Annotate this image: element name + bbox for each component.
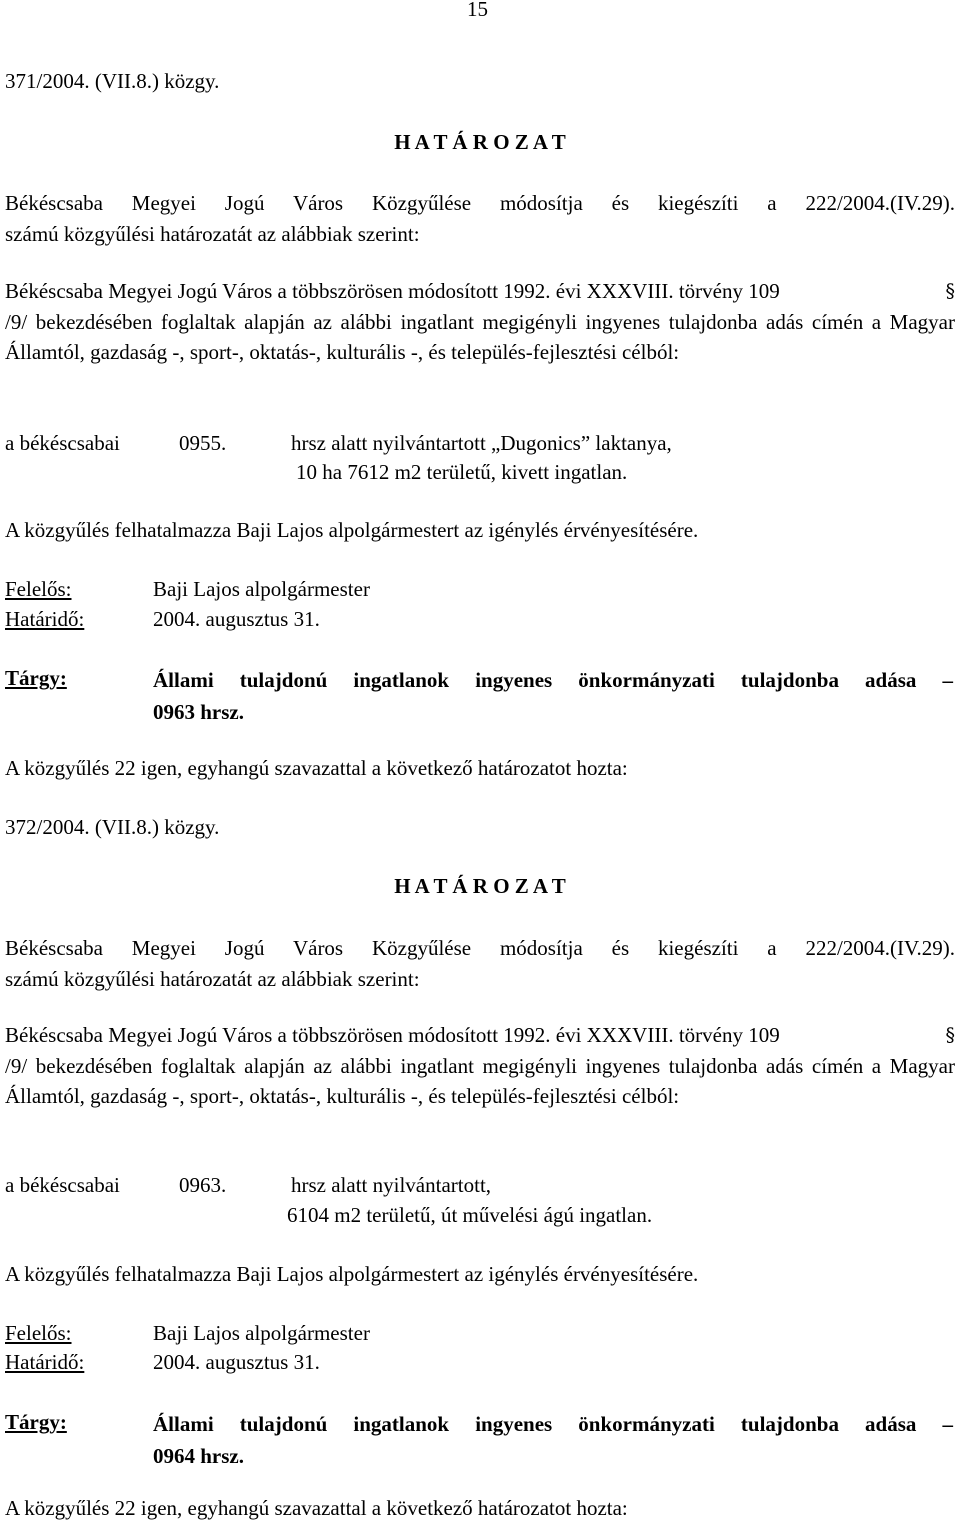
property-description: 6104 m2 területű, út művelési ágú ingatlan. <box>287 1203 653 1227</box>
intro-line: számú közgyűlési határozatát az alábbiak szerint: <box>5 966 420 991</box>
resolution-number: 371/2004. (VII.8.) közgy. <box>5 69 220 93</box>
resolution-heading: H A T Á R O Z A T <box>394 874 566 898</box>
property-hrsz: 0963. <box>179 1173 227 1197</box>
deadline-label: Határidő: <box>5 607 85 631</box>
section-sign: § <box>945 280 955 302</box>
subject-line: Állami tulajdonú ingatlanok ingyenes önkormányzati tulajdonba adása – <box>153 668 953 692</box>
body-text: /9/ bekezdésében foglaltak alapján az alábbi ingatlant megigényli ingyenes tulajdonba adás címén a Magyar Államtól, gazdaság -, sport-, oktatás-, kulturális -, és település-fejlesztési célból: <box>5 1053 955 1108</box>
intro-line: Békéscsaba Megyei Jogú Város Közgyűlése módosítja és kiegészíti a 222/2004.(IV.29). <box>5 936 955 960</box>
property-description: hrsz alatt nyilvántartott, <box>291 1173 492 1197</box>
intro-paragraph <box>5 933 955 994</box>
responsible-value: Baji Lajos alpolgármester <box>153 577 370 601</box>
subject-label: Tárgy: <box>5 666 67 690</box>
body-text: /9/ bekezdésében foglaltak alapján az alábbi ingatlant megigényli ingyenes tulajdonba adás címén a Magyar Államtól, gazdaság -, sport-, oktatás-, kulturális -, és település-fejlesztési célból: <box>5 309 955 364</box>
body-line-text: Békéscsaba Megyei Jogú Város a többszörösen módosított 1992. évi XXXVIII. törvény 109 <box>5 279 780 303</box>
property-description: 10 ha 7612 m2 területű, kivett ingatlan. <box>296 460 628 484</box>
deadline-value: 2004. augusztus 31. <box>153 607 320 631</box>
deadline-label-wrap <box>5 1350 84 1375</box>
vote-text: A közgyűlés 22 igen, egyhangú szavazattal a következő határozatot hozta: <box>5 756 628 780</box>
subject-line: 0964 hrsz. <box>153 1444 244 1468</box>
subject-label: Tárgy: <box>5 1410 67 1434</box>
responsible-label: Felelős: <box>5 1321 72 1345</box>
body-line-text: Békéscsaba Megyei Jogú Város a többszörösen módosított 1992. évi XXXVIII. törvény 109 <box>5 1023 780 1047</box>
authorization-text: A közgyűlés felhatalmazza Baji Lajos alpolgármestert az igénylés érvényesítésére. <box>5 1262 699 1286</box>
property-city: a békéscsabai <box>5 1173 120 1197</box>
subject-line: 0963 hrsz. <box>153 700 244 724</box>
authorization-text: A közgyűlés felhatalmazza Baji Lajos alpolgármestert az igénylés érvényesítésére. <box>5 518 699 542</box>
body-paragraph <box>5 276 955 368</box>
intro-paragraph <box>5 188 955 249</box>
deadline-label: Határidő: <box>5 1350 85 1374</box>
responsible-value: Baji Lajos alpolgármester <box>153 1321 370 1345</box>
subject-text <box>153 1408 953 1472</box>
intro-line: számú közgyűlési határozatát az alábbiak szerint: <box>5 221 420 246</box>
subject-text <box>153 664 953 728</box>
vote-text: A közgyűlés 22 igen, egyhangú szavazattal a következő határozatot hozta: <box>5 1496 628 1520</box>
property-city: a békéscsabai <box>5 431 120 455</box>
subject-line: Állami tulajdonú ingatlanok ingyenes önkormányzati tulajdonba adása – <box>153 1412 953 1436</box>
property-description: hrsz alatt nyilvántartott „Dugonics” laktanya, <box>291 431 672 455</box>
property-hrsz: 0955. <box>179 431 227 455</box>
section-sign: § <box>945 1024 955 1046</box>
body-first-line <box>5 1020 955 1051</box>
deadline-label-wrap <box>5 607 84 632</box>
page-number: 15 <box>467 0 488 21</box>
body-paragraph <box>5 1020 955 1112</box>
body-first-line <box>5 276 955 307</box>
resolution-heading: H A T Á R O Z A T <box>394 130 566 154</box>
responsible-label: Felelős: <box>5 577 72 601</box>
intro-line: Békéscsaba Megyei Jogú Város Közgyűlése módosítja és kiegészíti a 222/2004.(IV.29). <box>5 191 955 215</box>
deadline-value: 2004. augusztus 31. <box>153 1350 320 1374</box>
resolution-number: 372/2004. (VII.8.) közgy. <box>5 815 220 839</box>
